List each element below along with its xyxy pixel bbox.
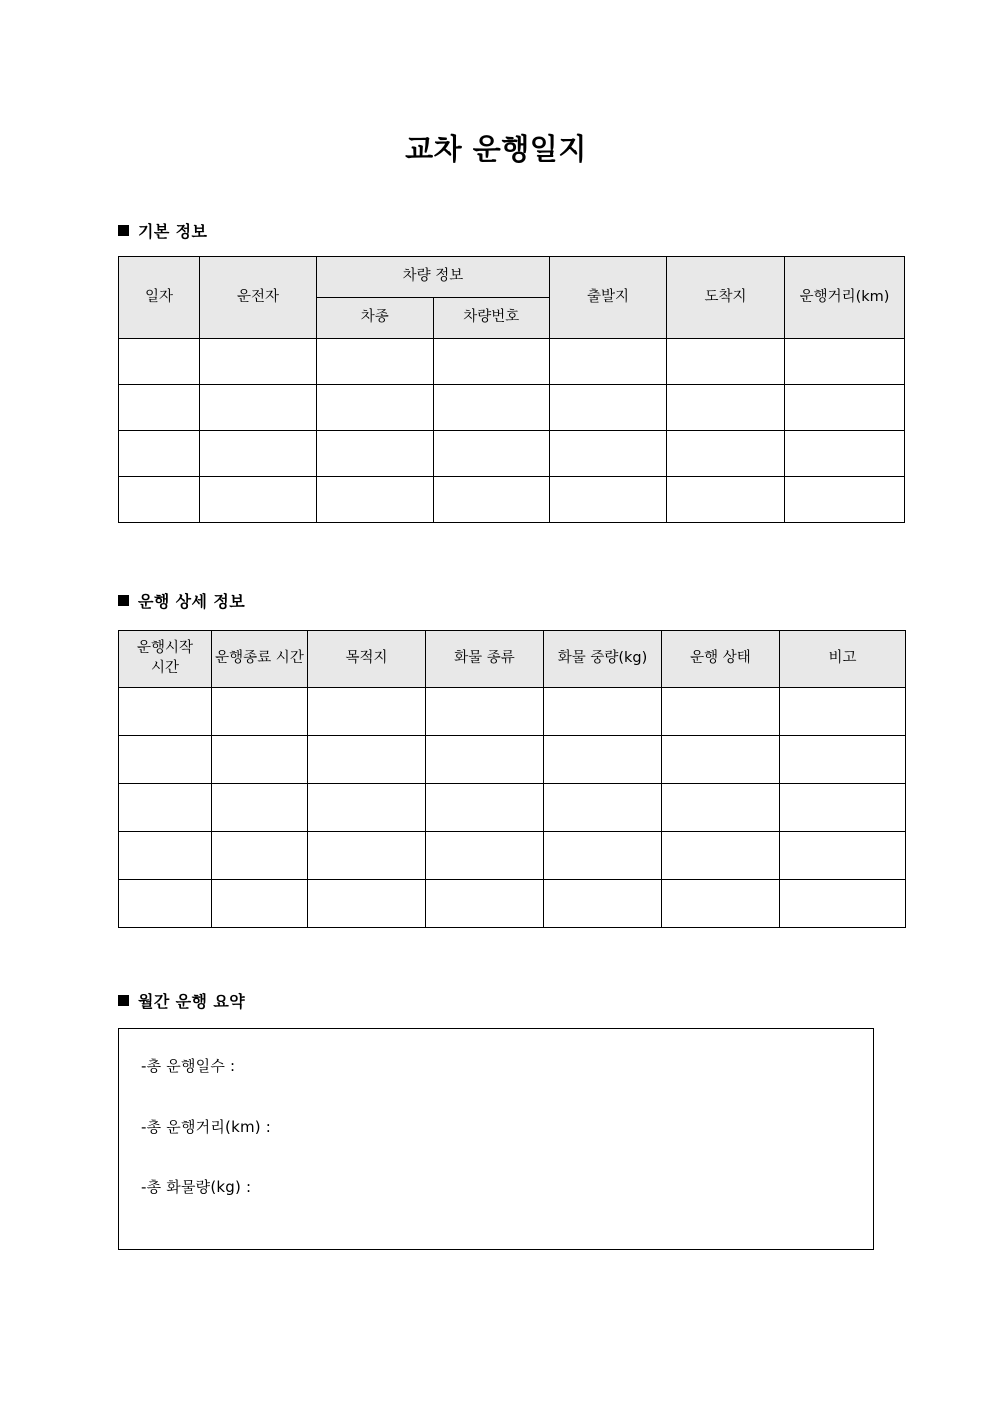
cell-vehicle-type[interactable] xyxy=(317,339,434,385)
cell-note[interactable] xyxy=(780,688,906,736)
cell-destination[interactable] xyxy=(667,477,785,523)
cell-cargo-weight[interactable] xyxy=(544,736,662,784)
cell-vehicle-number[interactable] xyxy=(433,385,550,431)
page-title: 교차 운행일지 xyxy=(405,132,587,166)
cell-vehicle-number[interactable] xyxy=(433,339,550,385)
cell-date[interactable] xyxy=(119,431,200,477)
column-header-vehicle-number: 차량번호 xyxy=(433,298,550,339)
summary-line-total-days[interactable]: -총 운행일수 : xyxy=(141,1057,236,1075)
cell-driver[interactable] xyxy=(200,431,317,477)
basic-info-table xyxy=(118,256,905,523)
cell-vehicle-number[interactable] xyxy=(433,477,550,523)
basic-info-table-head xyxy=(119,257,905,339)
cell-start-time[interactable] xyxy=(119,832,212,880)
column-header-origin: 출발지 xyxy=(550,257,667,339)
table-header-row xyxy=(119,257,905,298)
cell-start-time[interactable] xyxy=(119,736,212,784)
summary-line-total-cargo-weight[interactable]: -총 화물량(kg) : xyxy=(141,1178,252,1196)
table-header-row xyxy=(119,631,906,688)
cell-cargo-weight[interactable] xyxy=(544,784,662,832)
cell-start-time[interactable] xyxy=(119,880,212,928)
column-header-vehicle-info: 차량 정보 xyxy=(317,257,550,298)
cell-end-time[interactable] xyxy=(212,832,308,880)
cell-drive-status[interactable] xyxy=(662,784,780,832)
square-bullet-icon xyxy=(118,225,129,236)
column-header-distance: 운행거리(km) xyxy=(785,257,905,339)
table-row xyxy=(119,431,905,477)
cell-end-time[interactable] xyxy=(212,784,308,832)
cell-destination[interactable] xyxy=(667,385,785,431)
table-row xyxy=(119,832,906,880)
cell-date[interactable] xyxy=(119,339,200,385)
cell-destination[interactable] xyxy=(308,688,426,736)
column-header-drive-status: 운행 상태 xyxy=(662,631,780,688)
cell-cargo-type[interactable] xyxy=(426,880,544,928)
cell-end-time[interactable] xyxy=(212,736,308,784)
cell-destination[interactable] xyxy=(308,736,426,784)
section-heading-basic-info-label: 기본 정보 xyxy=(138,222,208,241)
cell-note[interactable] xyxy=(780,784,906,832)
summary-line-total-distance[interactable]: -총 운행거리(km) : xyxy=(141,1117,272,1136)
cell-driver[interactable] xyxy=(200,385,317,431)
drive-detail-table-body xyxy=(119,688,906,928)
drive-detail-table-head xyxy=(119,631,906,688)
cell-date[interactable] xyxy=(119,385,200,431)
basic-info-table-body xyxy=(119,339,905,523)
cell-start-time[interactable] xyxy=(119,688,212,736)
cell-vehicle-type[interactable] xyxy=(317,385,434,431)
section-heading-drive-detail-label: 운행 상세 정보 xyxy=(138,592,246,611)
section-heading-monthly-summary-label: 월간 운행 요약 xyxy=(138,992,246,1011)
monthly-summary-box xyxy=(118,1028,874,1250)
cell-origin[interactable] xyxy=(550,385,667,431)
cell-end-time[interactable] xyxy=(212,880,308,928)
cell-distance[interactable] xyxy=(785,431,905,477)
column-header-note: 비고 xyxy=(780,631,906,688)
column-header-driver: 운전자 xyxy=(200,257,317,339)
square-bullet-icon xyxy=(118,995,129,1006)
cell-destination[interactable] xyxy=(308,832,426,880)
cell-drive-status[interactable] xyxy=(662,688,780,736)
cell-origin[interactable] xyxy=(550,431,667,477)
section-heading-monthly-summary xyxy=(118,992,245,1011)
cell-driver[interactable] xyxy=(200,339,317,385)
cell-cargo-type[interactable] xyxy=(426,736,544,784)
cell-drive-status[interactable] xyxy=(662,736,780,784)
cell-destination[interactable] xyxy=(667,339,785,385)
column-header-destination: 도착지 xyxy=(667,257,785,339)
cell-drive-status[interactable] xyxy=(662,832,780,880)
column-header-date: 일자 xyxy=(119,257,200,339)
cell-start-time[interactable] xyxy=(119,784,212,832)
cell-origin[interactable] xyxy=(550,339,667,385)
table-row xyxy=(119,339,905,385)
column-header-start-time: 운행시작 시간 xyxy=(119,631,212,688)
cell-end-time[interactable] xyxy=(212,688,308,736)
cell-distance[interactable] xyxy=(785,385,905,431)
square-bullet-icon xyxy=(118,595,129,606)
cell-cargo-weight[interactable] xyxy=(544,832,662,880)
column-header-destination: 목적지 xyxy=(308,631,426,688)
table-row xyxy=(119,688,906,736)
column-header-end-time: 운행종료 시간 xyxy=(212,631,308,688)
cell-destination[interactable] xyxy=(308,784,426,832)
cell-cargo-weight[interactable] xyxy=(544,688,662,736)
column-header-cargo-type: 화물 종류 xyxy=(426,631,544,688)
section-heading-basic-info xyxy=(118,222,207,241)
cell-driver[interactable] xyxy=(200,477,317,523)
cell-cargo-type[interactable] xyxy=(426,688,544,736)
table-row xyxy=(119,385,905,431)
cell-cargo-weight[interactable] xyxy=(544,880,662,928)
table-row xyxy=(119,736,906,784)
cell-origin[interactable] xyxy=(550,477,667,523)
cell-note[interactable] xyxy=(780,880,906,928)
table-row xyxy=(119,784,906,832)
table-row xyxy=(119,477,905,523)
cell-note[interactable] xyxy=(780,736,906,784)
cell-distance[interactable] xyxy=(785,477,905,523)
table-row xyxy=(119,880,906,928)
column-header-cargo-weight: 화물 중량(kg) xyxy=(544,631,662,688)
drive-detail-table xyxy=(118,630,906,928)
cell-drive-status[interactable] xyxy=(662,880,780,928)
cell-cargo-type[interactable] xyxy=(426,832,544,880)
cell-vehicle-number[interactable] xyxy=(433,431,550,477)
cell-date[interactable] xyxy=(119,477,200,523)
cell-destination[interactable] xyxy=(667,431,785,477)
cell-vehicle-type[interactable] xyxy=(317,431,434,477)
column-header-vehicle-type: 차종 xyxy=(317,298,434,339)
cell-distance[interactable] xyxy=(785,339,905,385)
cell-cargo-type[interactable] xyxy=(426,784,544,832)
section-heading-drive-detail xyxy=(118,592,245,611)
cell-destination[interactable] xyxy=(308,880,426,928)
cell-vehicle-type[interactable] xyxy=(317,477,434,523)
cell-note[interactable] xyxy=(780,832,906,880)
